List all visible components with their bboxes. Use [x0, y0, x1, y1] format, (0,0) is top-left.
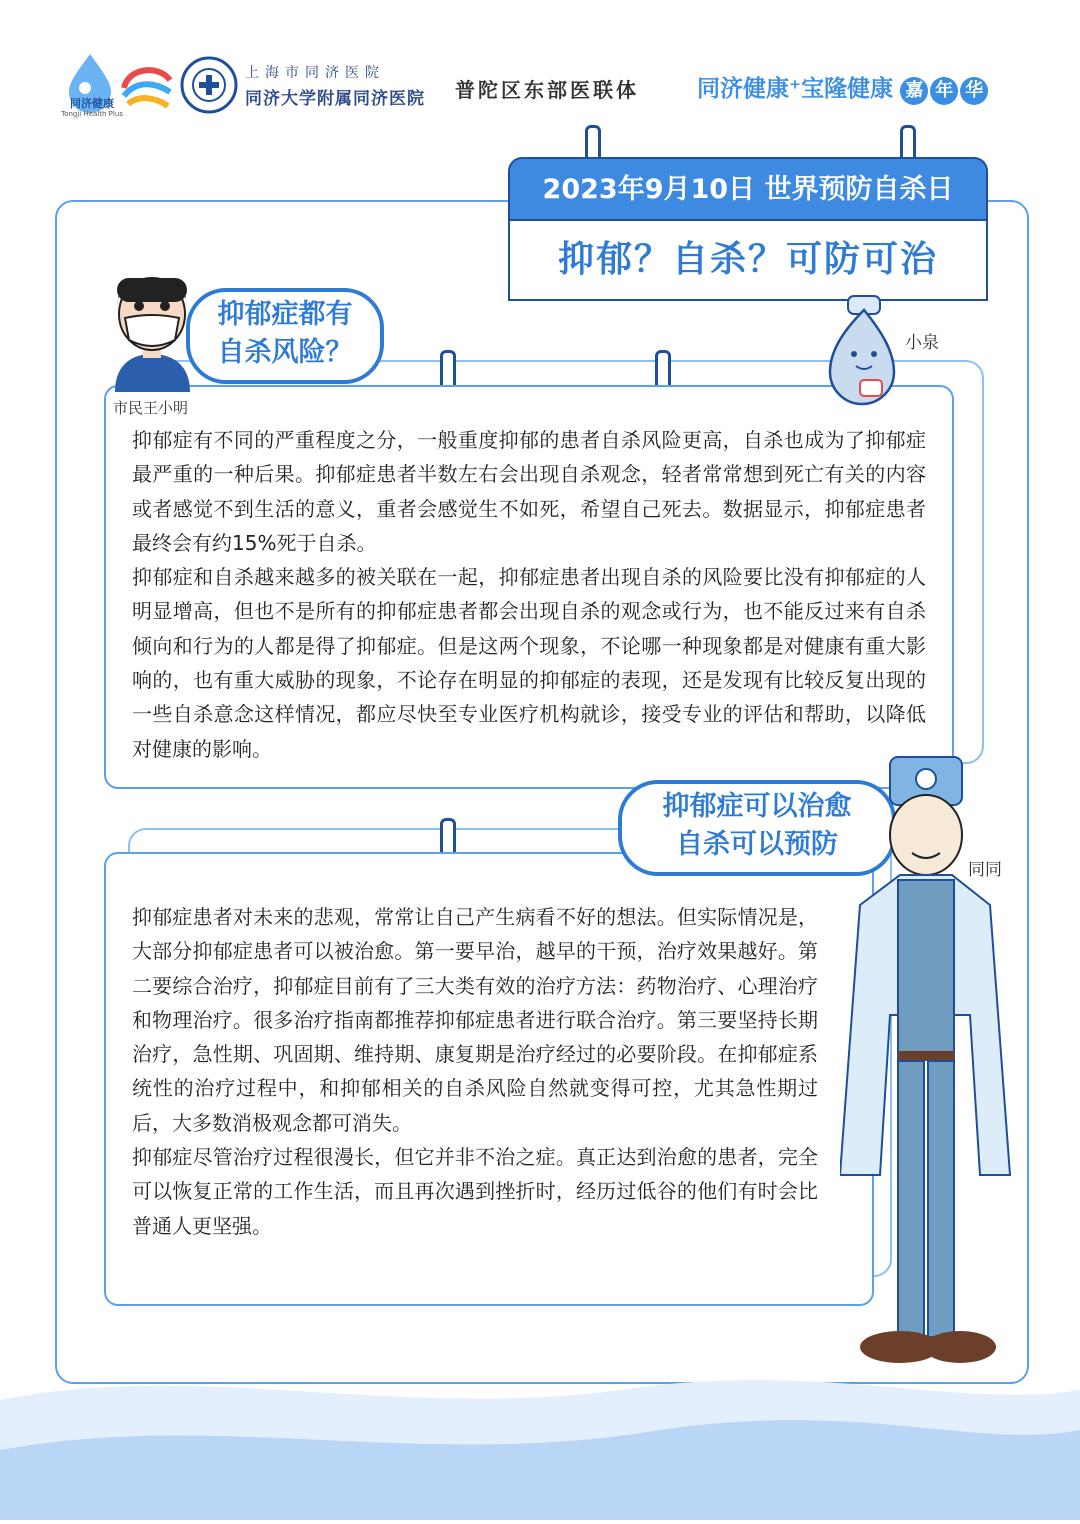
question-line-2: 自杀风险？ — [217, 337, 353, 368]
title-date-line: 2023年9月10日 世界预防自杀日 — [508, 157, 988, 221]
question-line-1: 抑郁症都有 — [217, 299, 353, 330]
question-bubble — [186, 288, 384, 384]
mascot-drop — [822, 292, 902, 410]
hospital-name-1: 上海市同济医院 — [245, 65, 385, 81]
citizen-label: 市民王小明 — [113, 399, 189, 417]
hospital-seal-icon — [180, 56, 238, 114]
logo1-caption-en: Tongji Health Plus — [61, 110, 123, 118]
background-wave — [0, 1360, 1080, 1520]
slogan-badge-3: 华 — [960, 77, 988, 105]
swirl-logo-icon — [118, 58, 176, 116]
section2-panel — [104, 852, 874, 1306]
hospital-name-2: 同济大学附属同济医院 — [245, 89, 425, 109]
doctor-figure — [840, 755, 1030, 1375]
section2-text — [132, 900, 818, 1243]
alliance-name: 普陀区东部医联体 — [455, 78, 639, 102]
section2-paragraph-1: 抑郁症患者对未来的悲观，常常让自己产生病看不好的想法。但实际情况是，大部分抑郁症患者可以被治愈。第一要早治，越早的干预，治疗效果越好。第二要综合治疗，抑郁症目前有了三大类有效的治疗方法：药物治疗、心理治疗和物理治疗。很多治疗指南都推荐抑郁症患者进行联合治疗。第三要坚持长期治疗，急性期、巩固期、维持期、康复期是治疗经过的必要阶段。在抑郁症系统性的治疗过程中，和抑郁相关的自杀风险自然就变得可控，尤其急性期过后，大多数消极观念都可消失。 — [132, 905, 818, 1135]
section2-paragraph-2: 抑郁症尽管治疗过程很漫长，但它并非不治之症。真正达到治愈的患者，完全可以恢复正常的工作生活，而且再次遇到挫折时，经历过低谷的他们有时会比普通人更坚强。 — [132, 1145, 818, 1238]
section1-panel — [104, 385, 954, 789]
page-title: 抑郁？自杀？可防可治 — [508, 219, 988, 301]
section1-paragraph-1: 抑郁症有不同的严重程度之分，一般重度抑郁的患者自杀风险更高，自杀也成为了抑郁症最严重的一种后果。抑郁症患者半数左右会出现自杀观念，轻者常常想到死亡有关的内容或者感觉不到生活的意义，重者会感觉生不如死，希望自己死去。数据显示，抑郁症患者最终会有约15%死于自杀。 — [132, 428, 926, 555]
section1-text — [132, 423, 926, 766]
slogan-badge-2: 年 — [930, 77, 958, 105]
mascot-label: 小泉 — [905, 333, 939, 353]
slogan-badge-1: 嘉 — [900, 77, 928, 105]
slogan-text: 同济健康⁺宝隆健康 — [697, 76, 894, 102]
slogan — [697, 70, 988, 105]
logo1-caption: 同济健康 — [70, 97, 114, 110]
answer-line-2: 自杀可以预防 — [676, 829, 838, 860]
doctor-label: 同同 — [968, 860, 1002, 880]
section1-paragraph-2: 抑郁症和自杀越来越多的被关联在一起，抑郁症患者出现自杀的风险要比没有抑郁症的人明显增高，但也不是所有的抑郁症患者都会出现自杀的观念或行为，也不能反过来有自杀倾向和行为的人都是得了抑郁症。但是这两个现象，不论哪一种现象都是对健康有重大影响的，也有重大威胁的现象，不论存在明显的抑郁症的表现，还是发现有比较反复出现的一些自杀意念这样情况，都应尽快至专业医疗机构就诊，接受专业的评估和帮助，以降低对健康的影响。 — [132, 565, 926, 761]
answer-line-1: 抑郁症可以治愈 — [662, 791, 852, 822]
